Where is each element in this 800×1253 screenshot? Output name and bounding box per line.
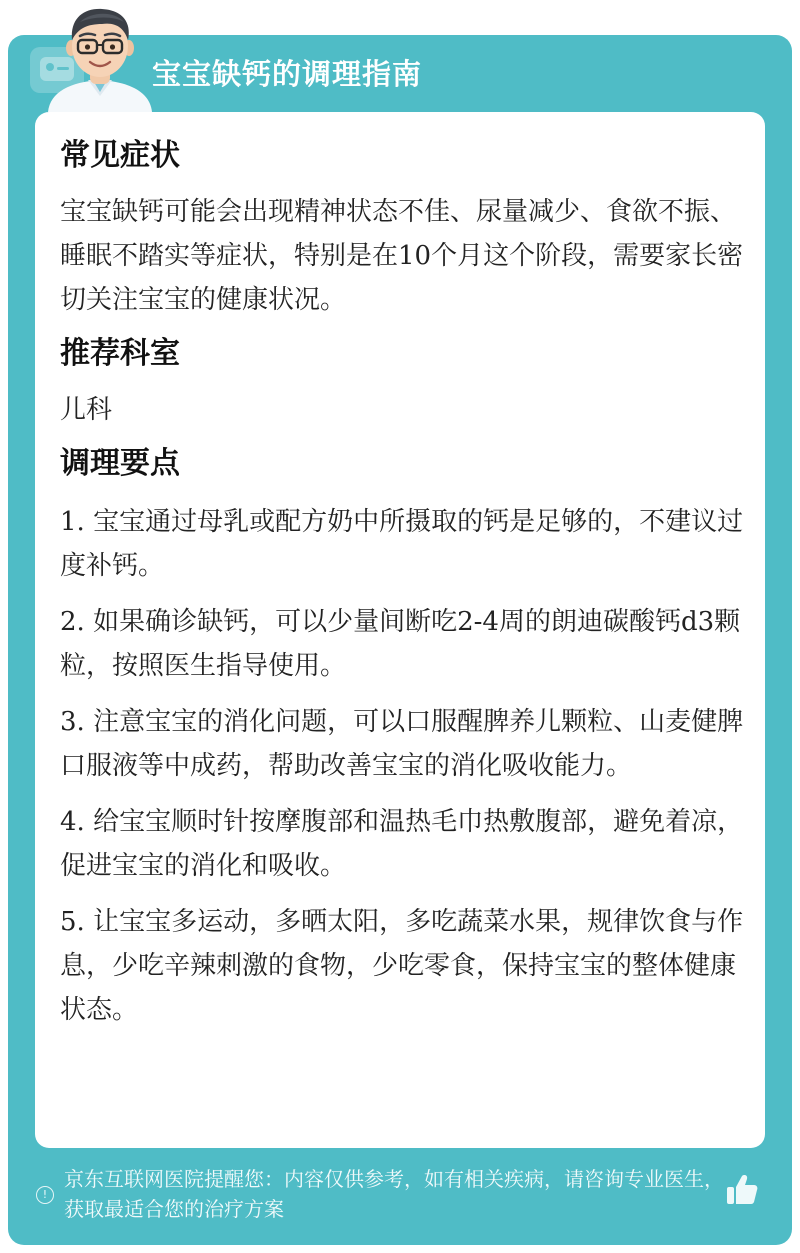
thumbs-up-icon[interactable] — [724, 1172, 760, 1208]
care-points-list — [60, 500, 750, 1032]
care-point-3: 3. 注意宝宝的消化问题，可以口服醒脾养儿颗粒、山麦健脾口服液等中成药，帮助改善宝宝的消化吸收能力。 — [60, 707, 744, 781]
care-point-1: 1. 宝宝通过母乳或配方奶中所摄取的钙是足够的，不建议过度补钙。 — [60, 507, 744, 581]
department-heading: 推荐科室 — [60, 336, 180, 371]
care-point-5: 5. 让宝宝多运动，多晒太阳，多吃蔬菜水果，规律饮食与作息，少吃辛辣刺激的食物，少吃零食，保持宝宝的整体健康状态。 — [60, 907, 744, 1025]
symptoms-heading: 常见症状 — [60, 138, 180, 173]
card-content — [60, 132, 750, 1044]
doctor-avatar — [40, 0, 160, 112]
care-heading: 调理要点 — [60, 446, 180, 481]
care-point-2: 2. 如果确诊缺钙，可以少量间断吃2-4周的朗迪碳酸钙d3颗粒，按照医生指导使用。 — [60, 607, 741, 681]
content-card — [35, 112, 765, 1148]
symptoms-text: 宝宝缺钙可能会出现精神状态不佳、尿量减少、食欲不振、睡眠不踏实等症状，特别是在10个月这个阶段，需要家长密切关注宝宝的健康状况。 — [60, 197, 744, 315]
page-title: 宝宝缺钙的调理指南 — [152, 57, 423, 91]
department-text: 儿科 — [60, 395, 113, 425]
care-point-4: 4. 给宝宝顺时针按摩腹部和温热毛巾热敷腹部，避免着凉，促进宝宝的消化和吸收。 — [60, 807, 744, 881]
disclaimer-text: 京东互联网医院提醒您：内容仅供参考，如有相关疾病，请咨询专业医生，获取最适合您的治疗方案 — [64, 1167, 724, 1221]
info-icon: ! — [36, 1186, 54, 1204]
